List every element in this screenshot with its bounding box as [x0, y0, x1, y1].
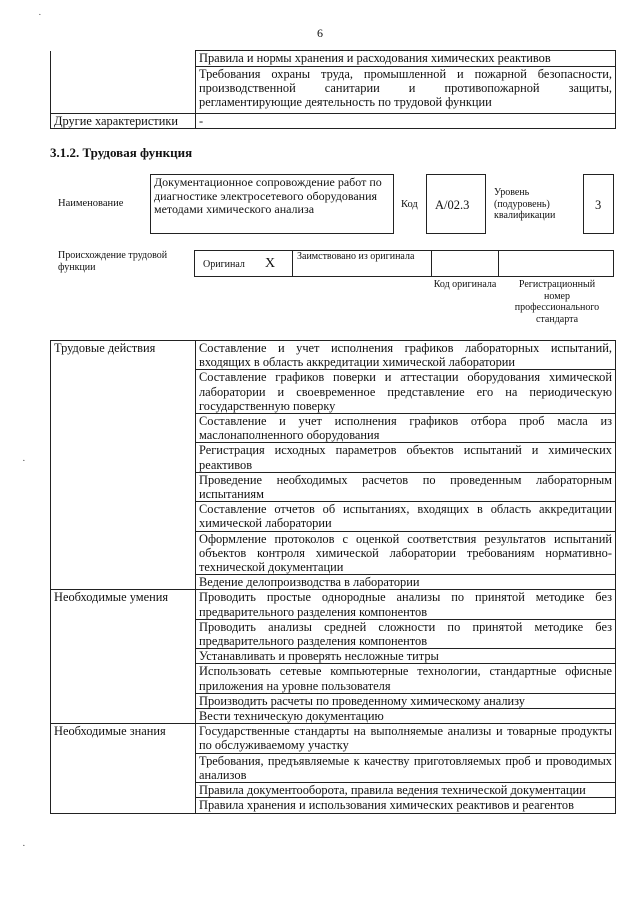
scan-mark: ·	[22, 455, 26, 467]
top-table-cell: Правила и нормы хранения и расходования химических реактивов	[196, 51, 616, 67]
table-cell: Требования, предъявляемые к качеству приготовляемых проб и проводимых анализов	[196, 753, 616, 782]
divider	[292, 250, 293, 277]
table-cell: Правила хранения и использования химических реактивов и реагентов	[196, 798, 616, 813]
table-cell: Устанавливать и проверять несложные титры	[196, 649, 616, 664]
table-cell: Составление отчетов об испытаниях, входящих в область аккредитации химической лаборатории	[196, 502, 616, 531]
origin-row	[194, 250, 614, 277]
table-cell: Составление графиков поверки и аттестации оборудования химической лаборатории и своевременное представление его на периодическую государственную поверку	[196, 370, 616, 414]
code-box	[426, 174, 486, 234]
table-cell: Проведение необходимых расчетов по проведенным лабораторным испытаниям	[196, 472, 616, 501]
level-box	[583, 174, 614, 234]
top-table-cell: Требования охраны труда, промышленной и пожарной безопасности, производственной санитарии и противопожарной защиты, регламентирующие деятельность по трудовой функции	[196, 67, 616, 114]
top-table	[50, 50, 616, 129]
main-table	[50, 340, 616, 814]
origin-label: Происхождение трудовой функции	[58, 250, 168, 273]
function-name: Документационное сопровождение работ по диагностике электросетевого оборудования методами химического анализа	[154, 175, 382, 216]
section-heading: 3.1.2. Трудовая функция	[50, 145, 193, 160]
table-cell: Использовать сетевые компьютерные технологии, стандартные офисные приложения на уровне пользователя	[196, 664, 616, 693]
borrowed-label: Заимствовано из оригинала	[297, 251, 415, 262]
page-number: 6	[317, 26, 323, 40]
divider	[431, 250, 432, 277]
original-label: Оригинал	[203, 259, 245, 270]
code-value: A/02.3	[435, 198, 470, 212]
table-cell: Составление и учет исполнения графиков отбора проб масла из маслонаполненного оборудования	[196, 414, 616, 443]
original-mark: X	[265, 256, 276, 271]
function-name-box	[150, 174, 394, 234]
top-table-label: Другие характеристики	[51, 114, 196, 129]
table-cell: Регистрация исходных параметров объектов испытаний и химических реактивов	[196, 443, 616, 472]
divider	[498, 250, 499, 277]
code-label: Код	[401, 199, 418, 210]
table-cell: Правила документооборота, правила ведения технической документации	[196, 783, 616, 798]
table-cell: Государственные стандарты на выполняемые анализы и товарные продукты по обслуживаемому участку	[196, 724, 616, 753]
table-cell: Ведение делопроизводства в лаборатории	[196, 575, 616, 590]
level-value: 3	[595, 198, 602, 212]
table-cell: Оформление протоколов с оценкой соответствия результатов испытаний объектов контроля химической лаборатории требованиям нормативно-технической документации	[196, 531, 616, 575]
top-table-empty-cell	[51, 51, 196, 114]
table-cell: Вести техническую документацию	[196, 709, 616, 724]
top-table-cell: -	[196, 114, 616, 129]
section-label: Необходимые знания	[51, 724, 196, 813]
section-label: Трудовые действия	[51, 341, 196, 590]
scan-mark: ·	[22, 840, 26, 852]
name-label: Наименование	[58, 198, 124, 209]
reg-caption: Регистрационный номер профессионального стандарта	[514, 279, 600, 325]
level-label: Уровень (подуровень) квалификации	[494, 187, 556, 221]
scan-mark: ˙	[38, 12, 42, 24]
code-caption: Код оригинала	[433, 279, 497, 290]
table-cell: Производить расчеты по проведенному химическому анализу	[196, 693, 616, 708]
table-cell: Составление и учет исполнения графиков лабораторных испытаний, входящих в область аккредитации химической лаборатории	[196, 341, 616, 370]
section-label: Необходимые умения	[51, 590, 196, 724]
table-cell: Проводить простые однородные анализы по принятой методике без предварительного разделения компонентов	[196, 590, 616, 619]
table-cell: Проводить анализы средней сложности по принятой методике без предварительного разделения компонентов	[196, 619, 616, 648]
